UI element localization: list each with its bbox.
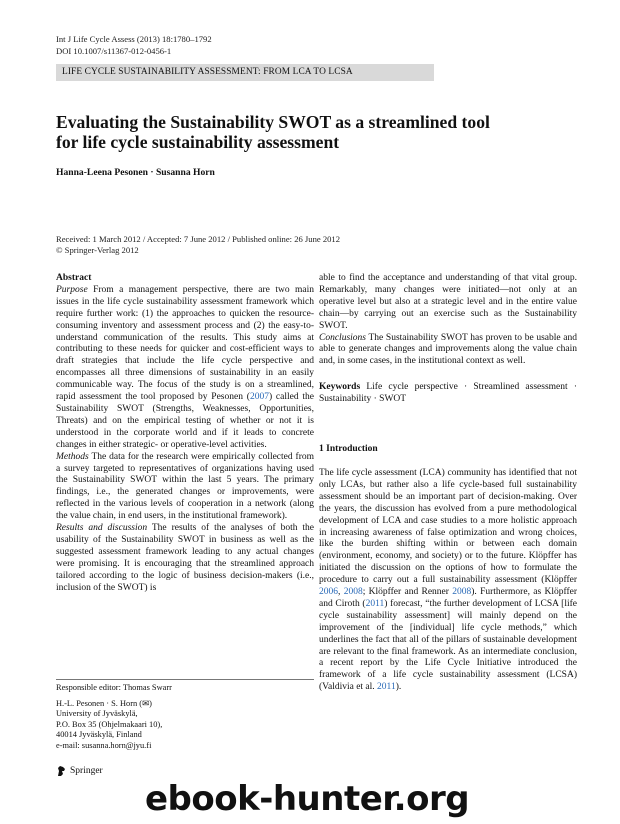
- abstract-results-cont: able to find the acceptance and understanding of that vital group. Remarkably, many changes were initiated—not only at an operative level but also at a strategic level and in the entire value chain—by carrying out an exercise such as the Sustainability SWOT.: [319, 273, 577, 331]
- title-line-2: for life cycle sustainability assessment: [56, 132, 340, 152]
- title-line-1: Evaluating the Sustainability SWOT as a streamlined tool: [56, 112, 490, 132]
- section-banner: LIFE CYCLE SUSTAINABILITY ASSESSMENT: FROM LCA TO LCSA: [56, 64, 434, 81]
- citation-link[interactable]: 2006: [319, 587, 338, 598]
- intro-heading: 1 Introduction: [319, 444, 378, 455]
- affil-line-2: P.O. Box 35 (Ohjelmakaari 10),: [56, 719, 163, 729]
- keywords-text: Life cycle perspective · Streamlined assessment · Sustainability · SWOT: [319, 382, 577, 405]
- citation-link[interactable]: 2011: [365, 598, 385, 609]
- abstract-results: [56, 523, 314, 594]
- right-column: [319, 273, 577, 694]
- abstract-purpose: [56, 285, 314, 452]
- purpose-text-a: From a management perspective, there are two main issues in the life cycle sustainability assessment framework which require further work: (1) the approaches to quicken the resource-consuming inventory and assessment process and (2) the easy-to-understand communication of the results. This study aims at contributing to these needs for quicker and cost-efficient ways to draft strategies that include the life cycle perspective and encompasses all three dimensions of sustainability in an easily communicable way. The focus of the study is on a streamlined, rapid assessment the tool proposed by Pesonen (: [56, 284, 314, 403]
- conclusions-label: Conclusions: [319, 332, 366, 343]
- intro-text: ; Klöpffer and Renner: [362, 587, 453, 598]
- watermark: ebook-hunter.org: [145, 779, 470, 819]
- footnote: [56, 683, 314, 752]
- citation-link[interactable]: 2008: [343, 587, 363, 598]
- springer-logo: [56, 765, 103, 777]
- citation-link[interactable]: 2007: [249, 392, 269, 403]
- doi-line: DOI 10.1007/s11367-012-0456-1: [56, 46, 172, 56]
- affil-line-1: University of Jyväskylä,: [56, 709, 138, 719]
- keywords: [319, 382, 577, 406]
- left-column: [56, 273, 314, 594]
- intro-text: ).: [395, 682, 402, 693]
- results-text: The results of the analyses of both the usability of the Sustainability SWOT in business as well as the suggested assessment framework leading to any actual changes were promising. It is encouraging that the streamlined approach tailored according to the logic of business decision-makers (i.e., inclusion of the SWOT) is: [56, 523, 314, 593]
- methods-label: Methods: [56, 451, 89, 462]
- springer-horse-icon: [56, 765, 67, 777]
- intro-text: The life cycle assessment (LCA) community has identified that not only LCAs, but rather also a life cycle-based full sustainability assessment should be an important part of decision-making. Over the years, the discussion has evolved from a pure methodological development of LCA and case studies to a more holistic approach in increasing awareness of false optimization and wrong choices, like the burden shifting within or between each domain (environment, economy, and society) or to the future. Klöpffer has initiated the discussion on the options of how to formulate the procedure to carry out a full sustainability assessment (Klöpffer: [319, 467, 577, 586]
- authors: Hanna-Leena Pesonen · Susanna Horn: [56, 167, 215, 178]
- affiliation: [56, 699, 314, 752]
- publisher-name: Springer: [70, 766, 103, 776]
- journal-citation: [56, 33, 212, 57]
- abstract-conclusions: [319, 333, 577, 369]
- keywords-label: Keywords: [319, 382, 361, 393]
- conclusions-text: The Sustainability SWOT has proven to be usable and able to generate changes and improvements along the value chain and, in some cases, in the institutional context as well.: [319, 332, 577, 367]
- dates-line: Received: 1 March 2012 / Accepted: 7 June 2012 / Published online: 26 June 2012: [56, 234, 341, 244]
- intro-paragraph: [319, 468, 577, 694]
- purpose-label: Purpose: [56, 284, 88, 295]
- affil-line-3: 40014 Jyväskylä, Finland: [56, 730, 142, 740]
- abstract-heading: Abstract: [56, 273, 92, 283]
- methods-text: The data for the research were empirically collected from a survey targeted to representatives of organizations having used the Sustainability SWOT within the last 5 years. The primary findings, i.e., the generated changes or improvements, were reflected in the various levels of cooperation in a network (along the value chain, in end users, in the institutional framework).: [56, 451, 314, 522]
- citation-link[interactable]: 2011: [377, 682, 396, 693]
- intro-text: ,: [338, 587, 344, 598]
- publication-dates: [56, 234, 340, 256]
- intro-text: ). Furthermore, as Klöpffer and Ciroth (: [319, 587, 577, 609]
- citation-line: Int J Life Cycle Assess (2013) 18:1780–1792: [56, 34, 212, 44]
- article-title: [56, 112, 526, 152]
- abstract-methods: [56, 452, 314, 523]
- footnote-rule: [56, 679, 314, 680]
- responsible-editor: Responsible editor: Thomas Swarr: [56, 683, 172, 692]
- intro-text: ) forecast, “the further development of LCSA [life cycle sustainability assessment] will mainly depend on the improvement of the [individual] life cycle methods,” which underlines the fact that all of the pillars of sustainable development are relevant to the final framework. As an intermediate conclusion, a recent report by the Life Cycle Initiative introduced the framework of a life cycle sustainability assessment (LCSA) (Valdivia et al.: [319, 598, 577, 693]
- email-link[interactable]: e-mail: susanna.horn@jyu.fi: [56, 740, 152, 750]
- citation-link[interactable]: 2008: [452, 587, 472, 598]
- copyright: © Springer-Verlag 2012: [56, 245, 139, 255]
- purpose-text-b: ) called the Sustainability SWOT (Strengths, Weaknesses, Opportunities, Threats) and on the empirical testing of whether or not it is understood in the corporate world and if it leads to concrete changes in either strategic- or operative-level activities.: [56, 392, 315, 450]
- author-names: H.-L. Pesonen · S. Horn (✉): [56, 698, 152, 708]
- results-label: Results and discussion: [56, 523, 148, 534]
